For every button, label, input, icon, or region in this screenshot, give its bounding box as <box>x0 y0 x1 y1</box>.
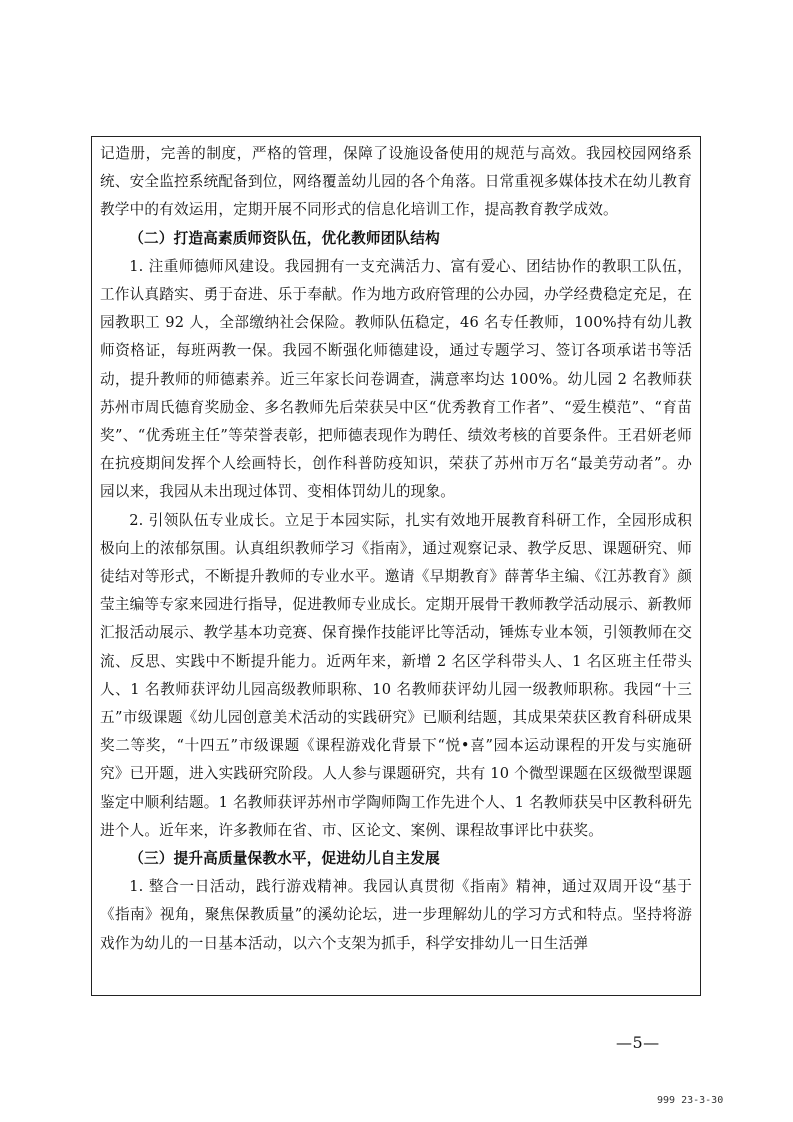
section-heading-2: （二）打造高素质师资队伍，优化教师团队结构 <box>129 229 440 247</box>
paragraph-continuation: 记造册，完善的制度，严格的管理，保障了设施设备使用的规范与高效。我园校园网络系统、安全监控系统配备到位，网络覆盖幼儿园的各个角落。日常重视多媒体技术在幼儿教育教学中的有效运用，定期开展不同形式的信息化培训工作，提高教育教学成效。 <box>100 145 692 219</box>
paragraph-professional-growth: 2. 引领队伍专业成长。立足于本园实际，扎实有效地开展教育科研工作，全园形成积极向上的浓郁氛围。认真组织教师学习《指南》，通过观察记录、教学反思、课题研究、师徒结对等形式，不断提升教师的专业水平。邀请《早期教育》薛菁华主编、《江苏教育》颜莹主编等专家来园进行指导，促进教师专业成长。定期开展骨干教师教学活动展示、新教师汇报活动展示、教学基本功竞赛、保育操作技能评比等活动，锤炼专业本领，引领教师在交流、反思、实践中不断提升能力。近两年来，新增 2 名区学科带头人、1 名区班主任带头人、1 名教师获评幼儿园高级教师职称、10 名教师获评幼儿园一级教师职称。我园“十三五”市级课题《幼儿园创意美术活动的实践研究》已顺利结题，其成果荣获区教育科研成果奖二等奖，“十四五”市级课题《课程游戏化背景下“悦•喜”园本运动课程的开发与实施研究》已开题，进入实践研究阶段。人人参与课题研究，共有 10 个微型课题在区级微型课题鉴定中顺利结题。1 名教师获评苏州市学陶师陶工作先进个人、1 名教师获吴中区教科研先进个人。近年来，许多教师在省、市、区论文、案例、课程故事评比中获奖。 <box>100 511 692 839</box>
page-number: —5— <box>616 1033 660 1052</box>
paragraph-daily-activities: 1. 整合一日活动，践行游戏精神。我园认真贯彻《指南》精神，通过双周开设“基于《指南》视角，聚焦保教质量”的溪幼论坛，进一步理解幼儿的学习方式和特点。坚持将游戏作为幼儿的一日基本活动，以六个支架为抓手，科学安排幼儿一日生活弹 <box>100 878 692 952</box>
section-heading-3: （三）提升高质量保教水平，促进幼儿自主发展 <box>129 850 440 868</box>
print-stamp: 999 23-3-30 <box>657 1095 724 1106</box>
document-body <box>100 140 692 958</box>
paragraph-teacher-ethics: 1. 注重师德师风建设。我园拥有一支充满活力、富有爱心、团结协作的教职工队伍，工作认真踏实、勇于奋进、乐于奉献。作为地方政府管理的公办园，办学经费稳定充足，在园教职工 92 人，全部缴纳社会保险。教师队伍稳定，46 名专任教师，100%持有幼儿教师资格证，每班两教一保。我园不断强化师德建设，通过专题学习、签订各项承诺书等活动，提升教师的师德素养。近三年家长问卷调查，满意率均达 100%。幼儿园 2 名教师获苏州市周氏德育奖励金、多名教师先后荣获吴中区“优秀教育工作者”、“爱生模范”、“育苗奖”、“优秀班主任”等荣誉表彰，把师德表现作为聘任、绩效考核的首要条件。王君妍老师在抗疫期间发挥个人绘画特长，创作科普防疫知识，荣获了苏州市万名“最美劳动者”。办园以来，我园从未出现过体罚、变相体罚幼儿的现象。 <box>100 257 692 501</box>
